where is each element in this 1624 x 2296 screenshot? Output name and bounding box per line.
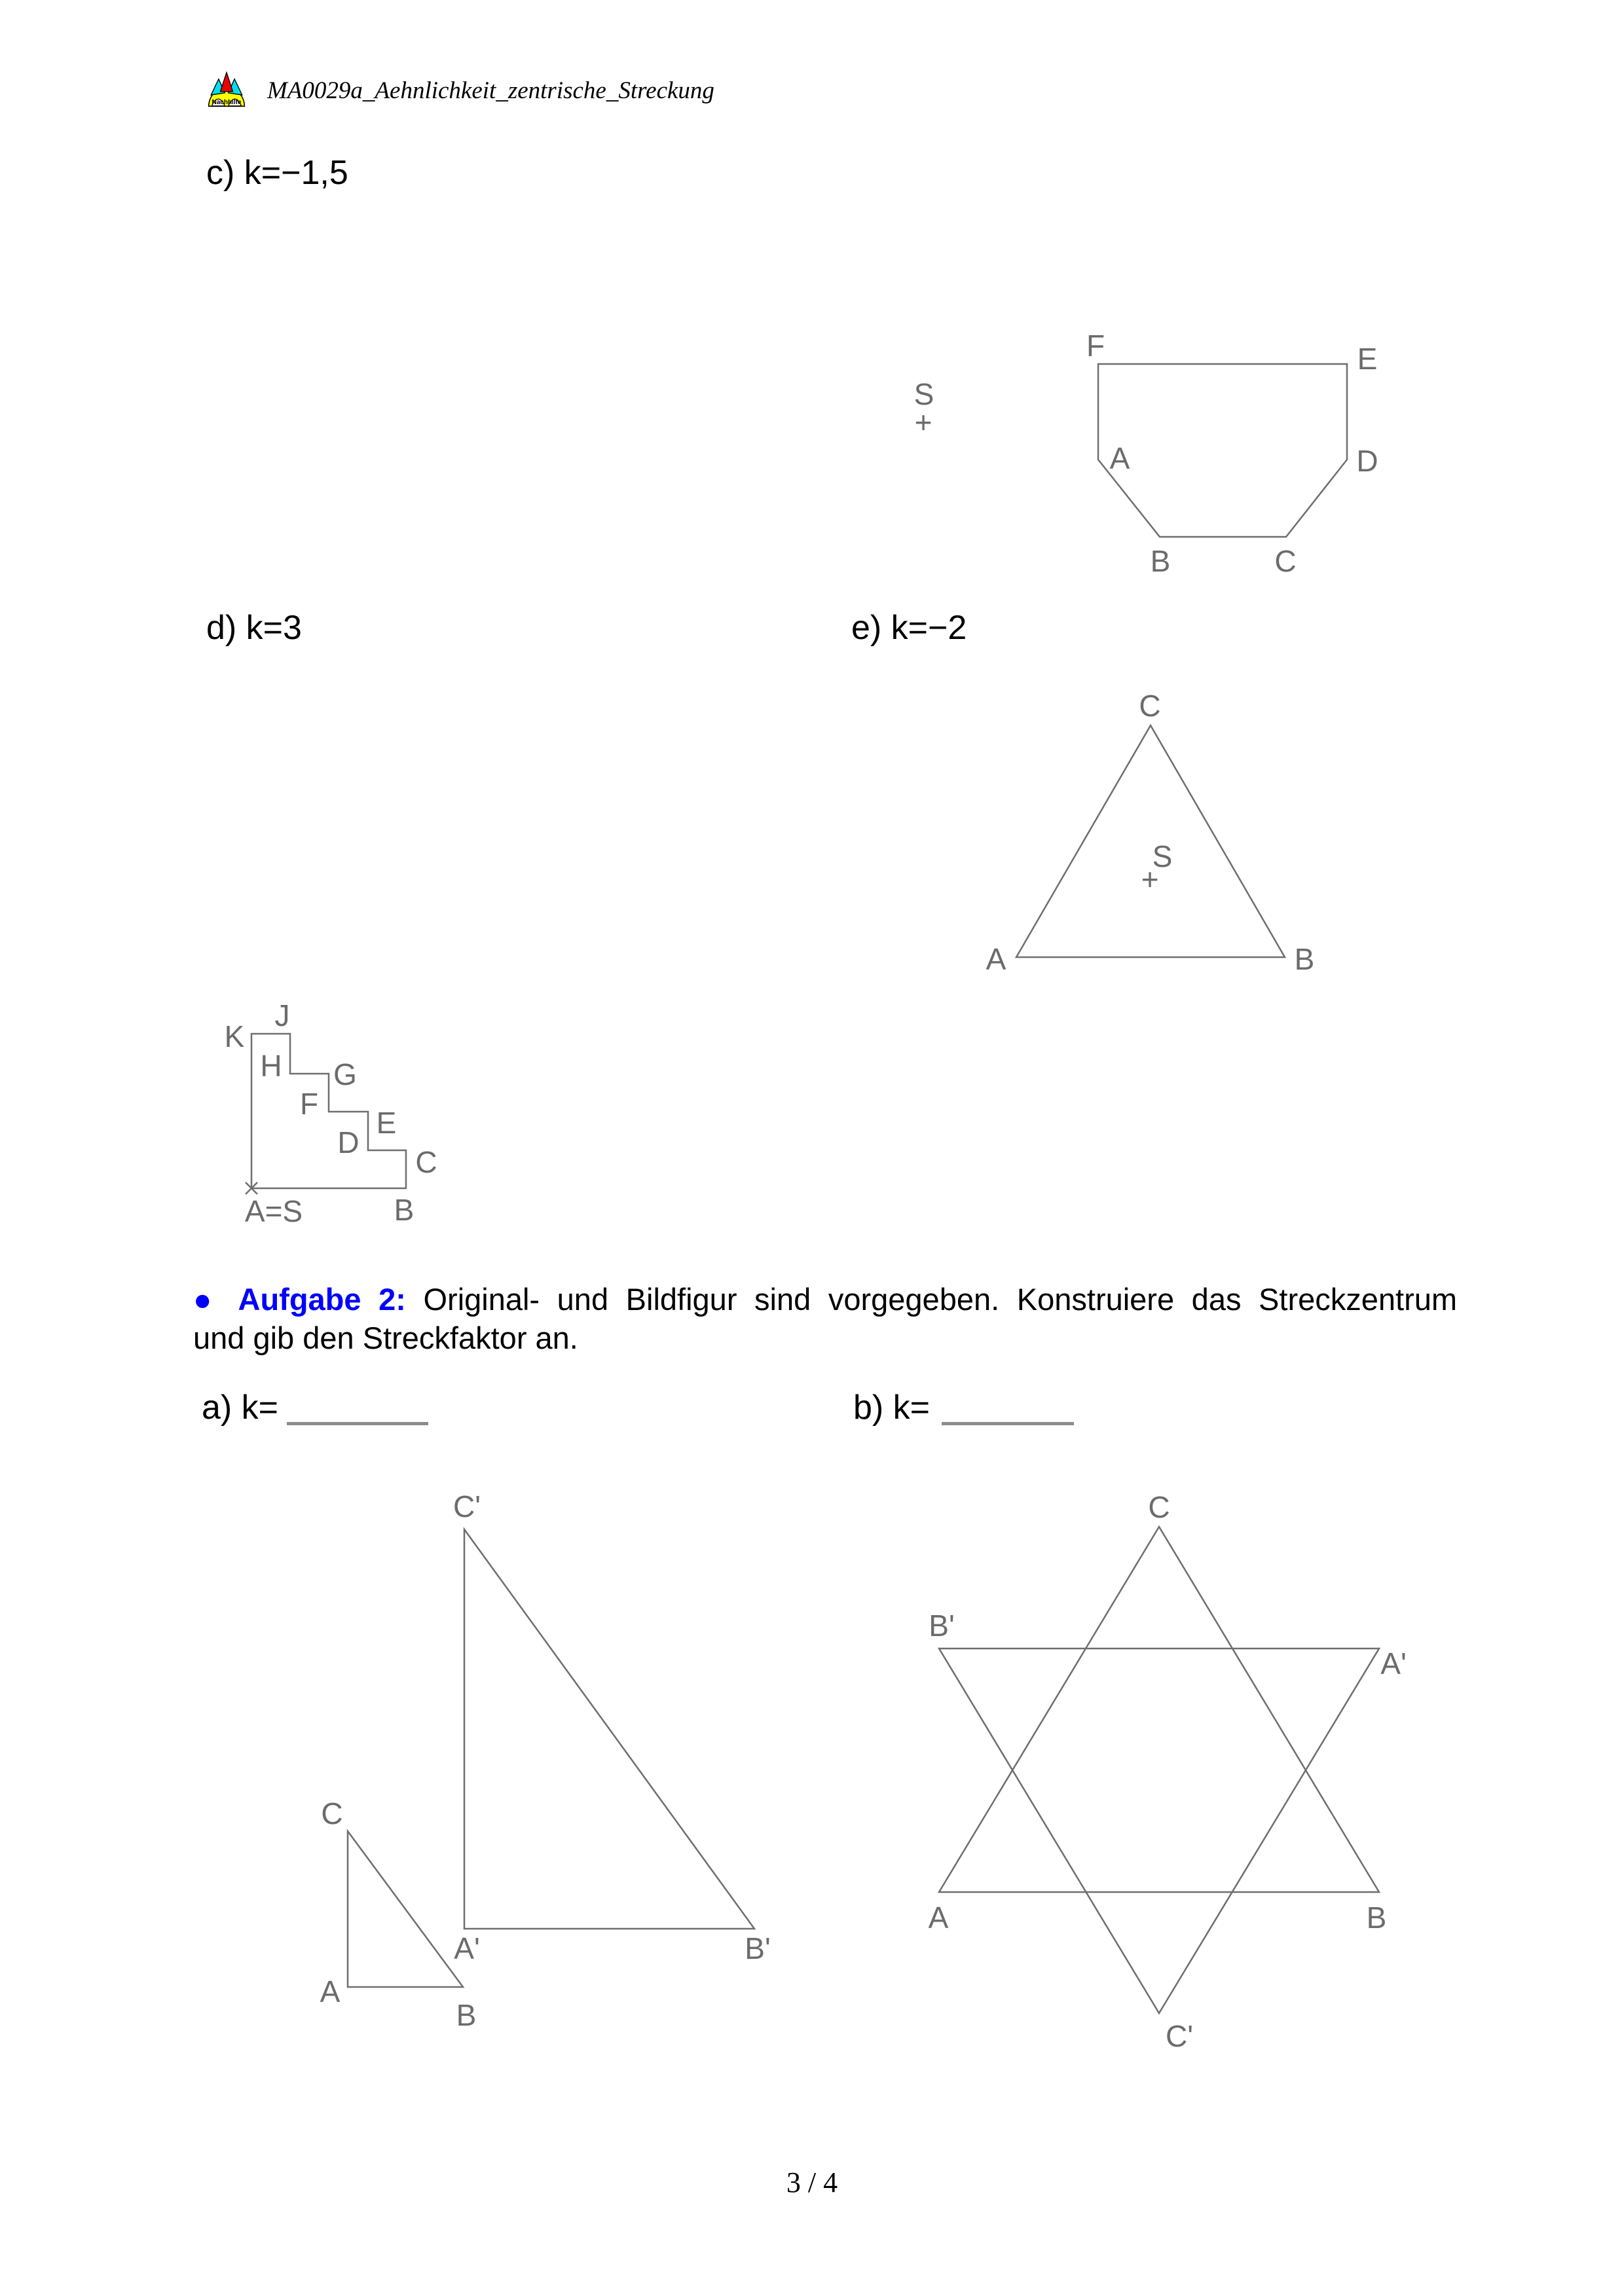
figure-a-triangles [275, 1480, 832, 2043]
vertex-label-C: C [415, 1145, 437, 1179]
answer-blank-b [942, 1422, 1074, 1425]
image-triangle-outline [464, 1529, 754, 1929]
aufgabe2-text1: Original- und Bildfigur sind vorgegeben. Konstruiere das Streckzentrum [423, 1282, 1458, 1317]
figure-d-staircase [216, 995, 465, 1237]
page-number: 3 / 4 [786, 2166, 838, 2198]
vertex-label-F: F [299, 1087, 319, 1121]
aufgabe2-paragraph [193, 1280, 1457, 1357]
logo-text: Nachhilfe [212, 99, 242, 107]
vertex-label-A-equals-S: A=S [244, 1194, 303, 1228]
vertex-label-K: K [224, 1019, 245, 1053]
task-c-label: c) k=−1,5 [206, 154, 348, 192]
task-a-label: a) k= [202, 1389, 279, 1427]
task-e-label: e) k=−2 [851, 609, 967, 647]
vertex-label-E: E [1357, 342, 1378, 376]
nachhilfe-logo [207, 71, 246, 107]
vertex-label-B: B [1366, 1901, 1387, 1935]
task-d-label: d) k=3 [206, 609, 302, 647]
vertex-label-A: A [1109, 441, 1130, 475]
vertex-label-B-prime: B' [745, 1931, 771, 1965]
task-b-label: b) k= [853, 1389, 931, 1427]
vertex-label-B: B [394, 1193, 415, 1227]
vertex-label-B: B [1150, 544, 1171, 578]
hexagon-outline [1098, 364, 1347, 537]
aufgabe2-bullet: ● [193, 1282, 221, 1317]
aufgabe2-line2: und gib den Streckfaktor an. [193, 1321, 578, 1355]
center-cross-mark: + [1141, 862, 1159, 896]
center-label-S: S [1152, 839, 1173, 873]
vertex-label-C: C [1274, 544, 1297, 578]
vertex-label-A: A [928, 1901, 949, 1935]
vertex-label-H: H [260, 1049, 282, 1083]
center-cross-mark: + [914, 405, 932, 439]
vertex-label-C-prime: C' [1165, 2019, 1194, 2053]
vertex-label-A: A [320, 1975, 341, 2009]
vertex-label-B-prime: B' [929, 1609, 955, 1643]
answer-blank-a [287, 1422, 428, 1425]
vertex-label-C: C [1139, 689, 1161, 723]
vertex-label-A: A [986, 942, 1006, 976]
figure-b-hexagram [904, 1486, 1428, 2062]
original-triangle-outline [939, 1527, 1379, 1892]
vertex-label-B: B [456, 1998, 477, 2032]
vertex-label-B: B [1294, 942, 1315, 976]
vertex-label-A-prime: A' [1380, 1647, 1407, 1681]
vertex-label-C-prime: C' [452, 1489, 481, 1523]
vertex-label-D: D [337, 1125, 360, 1159]
vertex-label-A-prime: A' [454, 1931, 480, 1965]
vertex-label-J: J [274, 998, 290, 1032]
vertex-label-G: G [333, 1057, 357, 1091]
vertex-label-E: E [376, 1106, 397, 1140]
original-triangle-outline [348, 1831, 463, 1987]
vertex-label-C: C [1148, 1490, 1170, 1524]
aufgabe2-heading: Aufgabe 2: [238, 1282, 406, 1317]
document-title: MA0029a_Aehnlichkeit_zentrische_Streckung [267, 77, 714, 104]
vertex-label-F: F [1086, 329, 1105, 363]
aufgabe2-line1 [193, 1280, 1457, 1319]
logo-center-peak [221, 73, 233, 92]
vertex-label-D: D [1356, 444, 1378, 478]
vertex-label-C: C [321, 1796, 343, 1831]
center-label-S: S [913, 377, 934, 411]
figure-e-triangle [969, 681, 1336, 989]
figure-c-hexagon [871, 327, 1395, 589]
image-triangle-outline [939, 1649, 1379, 2013]
triangle-outline [1016, 725, 1285, 957]
